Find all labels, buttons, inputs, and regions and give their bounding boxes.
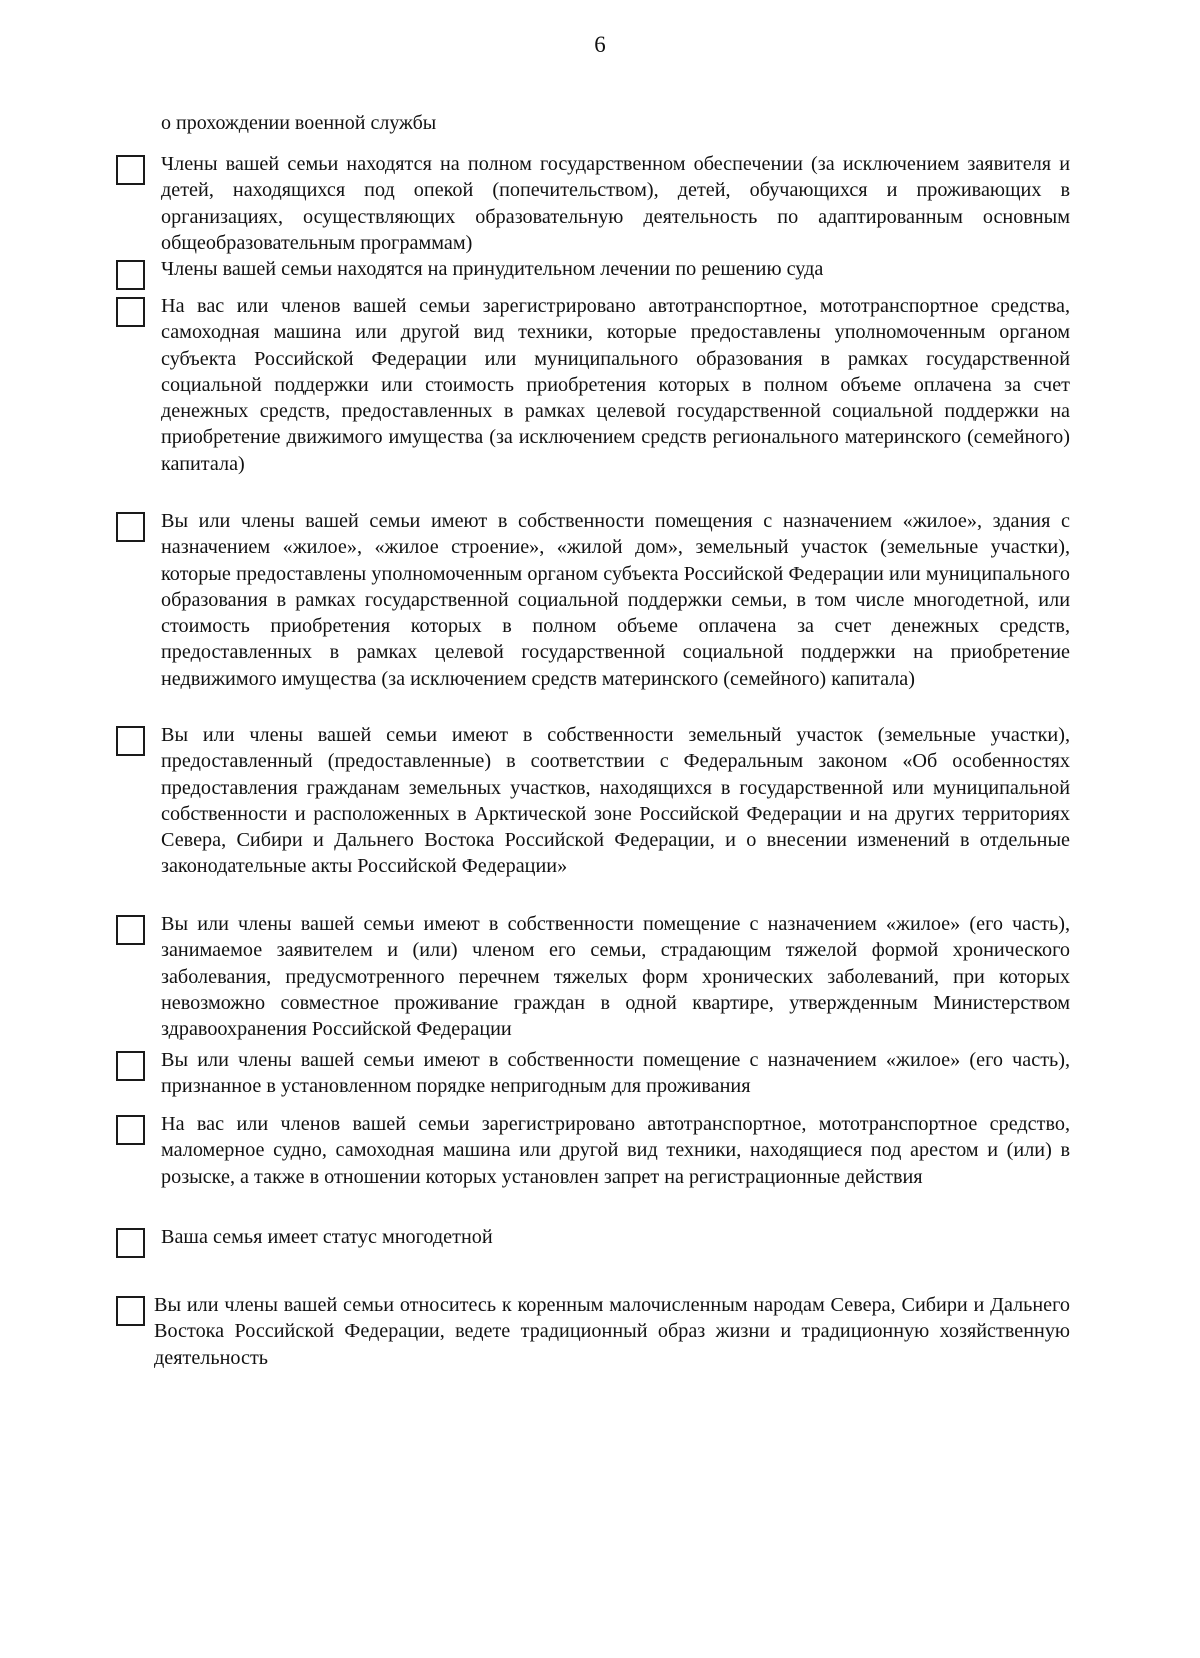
- option-label: На вас или членов вашей семьи зарегистрировано автотранспортное, мототранспортное средства, самоходная машина или другой вид техники, которые предоставлены уполномоченным органом субъекта Российской Федерации или муниципального образования в рамках государственной социальной поддержки или стоимость приобретения которых в полном объеме оплачена за счет денежных средств, предоставленных в рамках целевой государственной социальной поддержки на приобретение движимого имущества (за исключением средств регионального материнского (семейного) капитала): [161, 295, 1070, 475]
- option-label: На вас или членов вашей семьи зарегистрировано автотранспортное, мототранспортное средство, маломерное судно, самоходная машина или другой вид техники, находящиеся под арестом и (или) в розыске, а также в отношении которых установлен запрет на регистрационные действия: [161, 1113, 1070, 1188]
- option-label: Вы или члены вашей семьи имеют в собственности помещение с назначением «жилое» (его часть), занимаемое заявителем и (или) членом его семьи, страдающим тяжелой формой хронического заболевания, предусмотренного перечнем тяжелых форм хронических заболеваний, при которых невозможно совместное проживание граждан в одной квартире, утвержденным Министерством здравоохранения Российской Федерации: [161, 913, 1070, 1041]
- checkbox[interactable]: [116, 915, 145, 945]
- option-label: Вы или члены вашей семьи имеют в собственности помещение с назначением «жилое» (его часть), признанное в установленном порядке непригодным для проживания: [161, 1049, 1070, 1098]
- checkbox[interactable]: [116, 260, 145, 290]
- checkbox[interactable]: [116, 726, 145, 756]
- checkbox[interactable]: [116, 1296, 145, 1326]
- option-label: Вы или члены вашей семьи имеют в собственности помещения с назначением «жилое», здания с назначением «жилое», «жилое строение», «жилой дом», земельный участок (земельные участки), которые предоставлены уполномоченным органом субъекта Российской Федерации или муниципального образования в рамках государственной социальной поддержки семьи, в том числе многодетной, или стоимость приобретения которых в полном объеме оплачена за счет денежных средств, предоставленных в рамках целевой государственной социальной поддержки на приобретение недвижимого имущества (за исключением средств материнского (семейного) капитала): [161, 510, 1070, 690]
- option-label: Члены вашей семьи находятся на принудительном лечении по решению суда: [161, 258, 824, 280]
- option-label: Ваша семья имеет статус многодетной: [161, 1226, 493, 1248]
- continued-text: о прохождении военной службы: [161, 112, 437, 134]
- option-label: Вы или члены вашей семьи имеют в собственности земельный участок (земельные участки), предоставленный (предоставленные) в соответствии с Федеральным законом «Об особенностях предоставления гражданам земельных участков, находящихся в государственной или муниципальной собственности и расположенных в Арктической зоне Российской Федерации и на других территориях Севера, Сибири и Дальнего Востока Российской Федерации, и о внесении изменений в отдельные законодательные акты Российской Федерации»: [161, 724, 1070, 878]
- option-label: Вы или члены вашей семьи относитесь к коренным малочисленным народам Севера, Сибири и Дальнего Востока Российской Федерации, ведете традиционный образ жизни и традиционную хозяйственную деятельность: [154, 1294, 1070, 1369]
- option-label: Члены вашей семьи находятся на полном государственном обеспечении (за исключением заявителя и детей, находящихся под опекой (попечительством), детей, обучающихся и проживающих в организациях, осуществляющих образовательную деятельность по адаптированным основным общеобразовательным программам): [161, 153, 1070, 254]
- checkbox[interactable]: [116, 1115, 145, 1145]
- page-number: 6: [594, 32, 606, 57]
- checkbox[interactable]: [116, 1051, 145, 1081]
- checkbox[interactable]: [116, 1228, 145, 1258]
- checkbox[interactable]: [116, 155, 145, 185]
- checkbox[interactable]: [116, 512, 145, 542]
- checkbox[interactable]: [116, 297, 145, 327]
